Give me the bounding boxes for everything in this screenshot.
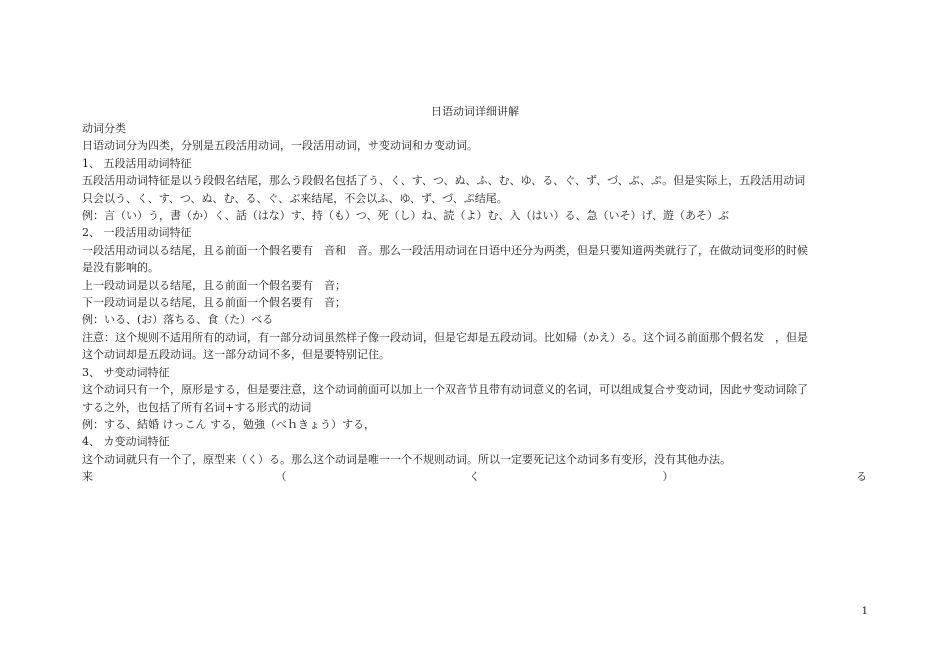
paragraph-line: する之外，也包括了所有名词+する形式的动词 <box>82 400 312 414</box>
paragraph-line: 只会以う、く、す、つ、ぬ、む、る、ぐ、ぶ来结尾，不会以ふ、ゆ、ず、づ、ぷ结尾。 <box>82 191 508 205</box>
paragraph-line: 是没有影响的。 <box>82 261 159 275</box>
document-title: 日语动词详细讲解 <box>431 105 519 118</box>
paragraph-line: 一段活用动词以る结尾，且る前面一个假名要有 音和 音。那么一段活用动词在日语中还分为两类，但是只要知道两类就行了，在做动词变形的时候 <box>82 243 808 257</box>
justified-line <box>82 468 867 485</box>
section-heading-verb-classification: 动词分类 <box>82 122 126 135</box>
paragraph-line: 日语动词分为四类，分别是五段活用动词，一段活用动词，サ变动词和カ变动词。 <box>82 139 478 153</box>
example-line: 例：言（い）う，書（か）く、話（はな）す、持（も）つ、死（し）ね、読（よ）む、入（はい）る、急（いそ）げ、遊（あそ）ぶ <box>82 209 730 223</box>
section-heading-sahen: 3、 サ变动词特征 <box>82 365 170 379</box>
note-line: 这个动词却是五段动词。这一部分动词不多，但是要特别记住。 <box>82 348 390 362</box>
justified-char: ） <box>662 470 674 484</box>
paragraph-line: 上一段动词是以る结尾，且る前面一个假名要有 音； <box>82 278 346 292</box>
page-number: 1 <box>861 606 868 617</box>
document-body <box>82 120 867 486</box>
section-heading-kahen: 4、 カ变动词特征 <box>82 435 170 449</box>
paragraph-line: 五段活用动词特征是以う段假名结尾，那么う段假名包括了う、く、す、つ、ぬ、ふ、む、ゆ、る、ぐ、ず、づ、ぶ、ぷ。但是实际上，五段活用动词 <box>82 174 806 188</box>
justified-char: 来 <box>82 470 93 484</box>
paragraph-line: 这个动词只有一个，原形是する，但是要注意，这个动词前面可以加上一个双音节且带有动词意义的名词，可以组成复合サ变动词，因此サ变动词除了 <box>82 383 808 397</box>
section-heading-godan: 1、 五段活用动词特征 <box>82 156 192 170</box>
justified-char: く <box>469 470 480 484</box>
justified-char: る <box>856 470 867 484</box>
paragraph-line: 下一段动词是以る结尾，且る前面一个假名要有 音； <box>82 296 346 310</box>
example-line: 例：いる、(お）落ちる、食（た）べる <box>82 313 274 327</box>
justified-char: （ <box>275 470 287 484</box>
example-line: 例：する、結婚 けっこん する，勉強（べｈきょう）する， <box>82 417 375 431</box>
paragraph-line: 这个动词就只有一个了，原型来（く）る。那么这个动词是唯一一个不规则动词。所以一定要死记这个动词多有变形，没有其他办法。 <box>82 452 731 466</box>
note-line: 注意：这个规则不适用所有的动词，有一部分动词虽然样子像一段动词，但是它却是五段动词。比如帰（かえ）る。这个词る前面那个假名发 ，但是 <box>82 330 808 344</box>
section-heading-ichidan: 2、 一段活用动词特征 <box>82 226 192 240</box>
